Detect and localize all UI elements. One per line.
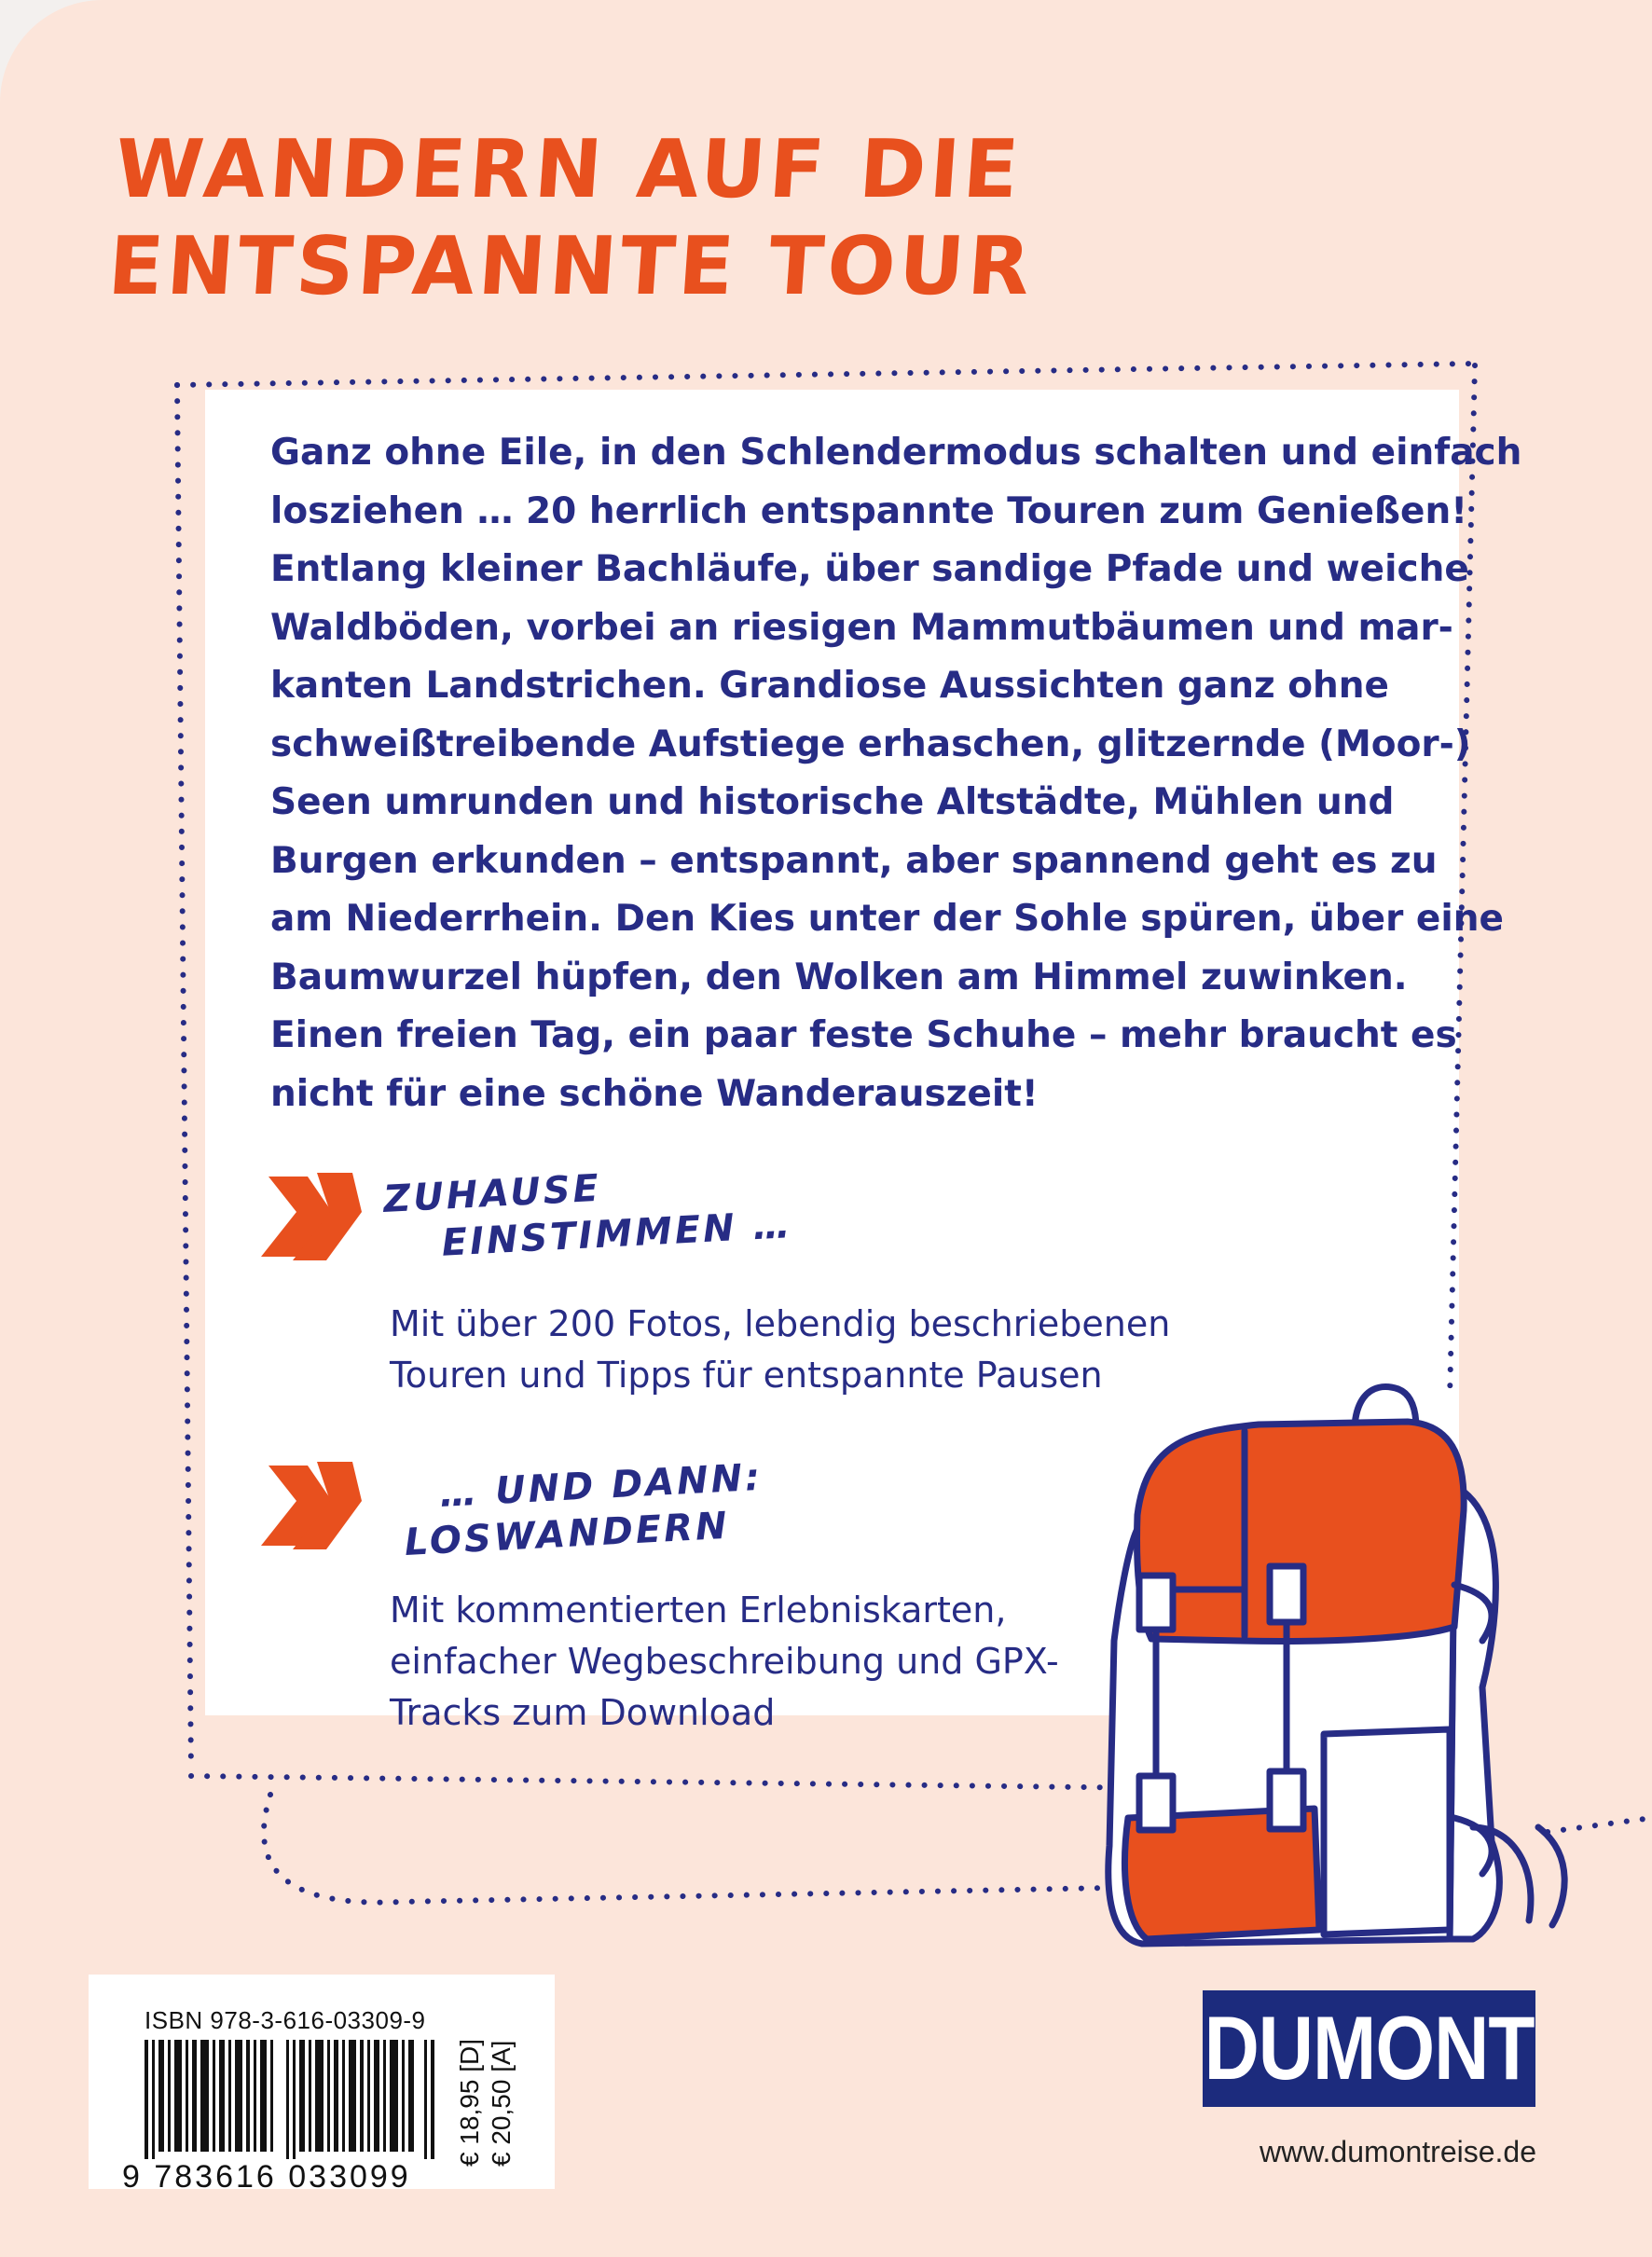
description-line: schweißtreibende Aufstiege erhaschen, glitzernde (Moor-) bbox=[270, 723, 1471, 765]
description-line: Seen umrunden und historische Altstädte, Mühlen und bbox=[270, 781, 1395, 823]
section-text-line: Mit kommentierten Erlebniskarten, bbox=[390, 1590, 1007, 1631]
section-heading-line: … UND DANN: bbox=[438, 1455, 764, 1516]
publisher-logo bbox=[1203, 1990, 1535, 2107]
description-line: Waldböden, vorbei an riesigen Mammutbäumen und mar- bbox=[270, 606, 1453, 649]
headline-line-2: ENTSPANNTE TOUR bbox=[104, 220, 1038, 313]
description-line: kanten Landstrichen. Grandiose Aussichten ganz ohne bbox=[270, 665, 1390, 707]
description-line: Baumwurzel hüpfen, den Wolken am Himmel zuwinken. bbox=[270, 956, 1408, 998]
description-line: nicht für eine schöne Wanderauszeit! bbox=[270, 1072, 1039, 1115]
description-line: Ganz ohne Eile, in den Schlendermodus schalten und einfach bbox=[270, 432, 1522, 474]
price-de: € 18,95 [D] bbox=[455, 2039, 484, 2167]
section-text-line: einfacher Wegbeschreibung und GPX- bbox=[390, 1641, 1059, 1682]
publisher-url: www.dumontreise.de bbox=[1259, 2135, 1536, 2168]
price-at: € 20,50 [A] bbox=[487, 2040, 516, 2167]
description-line: losziehen … 20 herrlich entspannte Touren zum Genießen! bbox=[270, 489, 1468, 532]
barcode bbox=[145, 2040, 443, 2159]
section-text-line: Touren und Tipps für entspannte Pausen bbox=[390, 1355, 1103, 1396]
ean-number: 9 783616 033099 bbox=[122, 2159, 411, 2195]
section-text-line: Mit über 200 Fotos, lebendig beschriebenen bbox=[390, 1303, 1171, 1344]
price-block bbox=[454, 2008, 517, 2167]
description-line: am Niederrhein. Den Kies unter der Sohle spüren, über eine bbox=[270, 898, 1504, 940]
description-line: Entlang kleiner Bachläufe, über sandige Pfade und weiche bbox=[270, 548, 1469, 590]
publisher-logo-text: DUMONT bbox=[1204, 1998, 1535, 2099]
section-heading-line: LOSWANDERN bbox=[403, 1504, 731, 1564]
isbn-text: ISBN 978-3-616-03309-9 bbox=[145, 2006, 426, 2034]
description-line: Burgen erkunden – entspannt, aber spannend geht es zu bbox=[270, 839, 1438, 882]
section-text-line: Tracks zum Download bbox=[390, 1692, 776, 1733]
section-heading-line: ZUHAUSE bbox=[382, 1166, 602, 1221]
barcode-block bbox=[89, 1975, 555, 2195]
section-heading-line: EINSTIMMEN … bbox=[440, 1204, 794, 1265]
headline-line-1: WANDERN AUF DIE bbox=[112, 123, 1026, 216]
description-line: Einen freien Tag, ein paar feste Schuhe – mehr braucht es bbox=[270, 1014, 1457, 1056]
